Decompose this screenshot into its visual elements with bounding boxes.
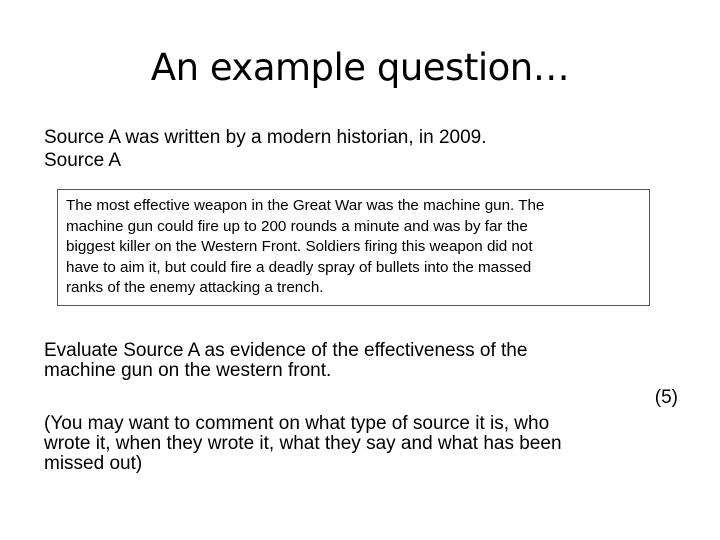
slide-title: An example question… <box>150 46 570 89</box>
source-quote-line: biggest killer on the Western Front. Soldiers firing this weapon did not <box>66 238 533 255</box>
source-label: Source A <box>44 150 122 171</box>
marks-label: (5) <box>654 387 678 408</box>
question-line: Evaluate Source A as evidence of the effectiveness of the <box>44 340 528 361</box>
source-quote-box <box>57 189 650 306</box>
source-quote-line: machine gun could fire up to 200 rounds a minute and was by far the <box>66 217 528 235</box>
hint-text <box>44 414 562 474</box>
source-quote-line: have to aim it, but could fire a deadly spray of bullets into the massed <box>66 258 532 276</box>
source-quote-line: The most effective weapon in the Great War was the machine gun. The <box>66 197 545 214</box>
source-quote-line: ranks of the enemy attacking a trench. <box>66 279 324 296</box>
hint-line: wrote it, when they wrote it, what they say and what has been <box>44 433 562 454</box>
source-intro-line: Source A was written by a modern historian, in 2009. <box>44 127 487 148</box>
hint-line: (You may want to comment on what type of source it is, who <box>44 413 550 434</box>
question-line: machine gun on the western front. <box>44 360 332 381</box>
hint-line: missed out) <box>44 453 143 474</box>
source-intro <box>44 126 487 172</box>
question-text <box>44 341 527 381</box>
